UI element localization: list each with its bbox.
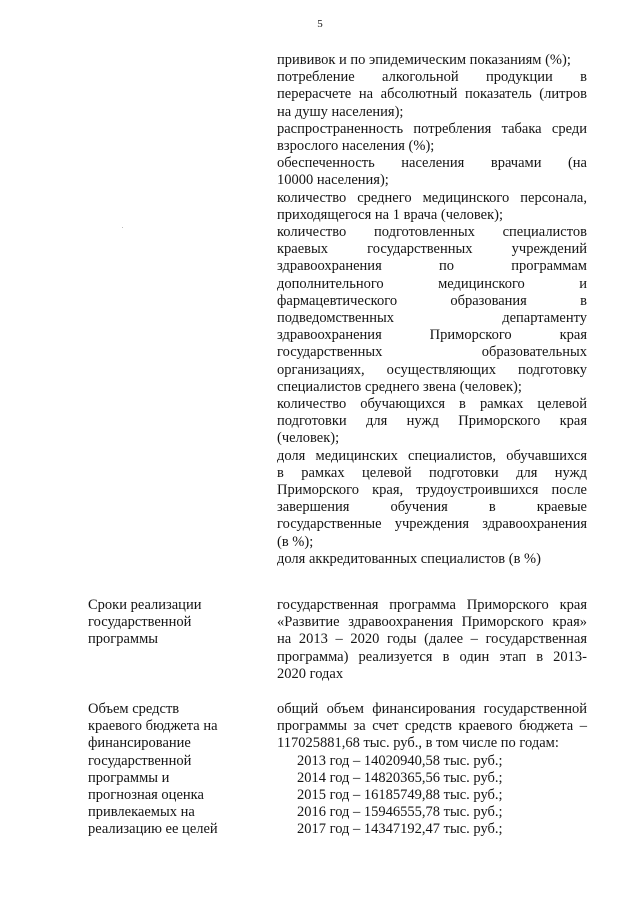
terms-value-line: на 2013 – 2020 годы (далее – государственная: [277, 631, 587, 648]
budget-year-line: 2015 год – 16185749,88 тыс. руб.;: [297, 787, 503, 804]
indicator-line: количество обучающихся в рамках целевой: [277, 396, 587, 413]
indicator-line: обеспеченность населения врачами (на: [277, 155, 587, 172]
terms-value-line: программа) реализуется в один этап в 2013-: [277, 648, 587, 665]
indicator-line: приходящегося на 1 врача (человек);: [277, 206, 504, 223]
indicator-line: фармацевтического образования в: [277, 292, 587, 309]
budget-intro-line: программы за счет средств краевого бюджета –: [277, 718, 587, 735]
budget-label-line: прогнозная оценка: [88, 787, 204, 804]
indicator-line: краевых государственных учреждений: [277, 241, 587, 258]
indicator-line: дополнительного медицинского и: [277, 275, 587, 292]
budget-intro-line: общий объем финансирования государственной: [277, 701, 587, 717]
indicator-line: здравоохранения Приморского края: [277, 327, 587, 344]
indicator-line: количество подготовленных специалистов: [277, 224, 587, 241]
indicator-line: количество среднего медицинского персонала,: [277, 189, 587, 206]
terms-label-line: государственной: [88, 614, 192, 631]
budget-label-line: реализацию ее целей: [88, 821, 218, 838]
budget-label-line: краевого бюджета на: [88, 718, 218, 735]
indicator-line: (человек);: [277, 430, 340, 447]
budget-value: [277, 701, 587, 839]
terms-label: [88, 597, 258, 649]
indicator-line: (в %);: [277, 533, 314, 550]
terms-label-line: Сроки реализации: [88, 597, 202, 613]
indicator-line: специалистов среднего звена (человек);: [277, 378, 522, 395]
budget-year-line: 2017 год – 14347192,47 тыс. руб.;: [297, 821, 503, 838]
indicator-line: распространенность потребления табака среди: [277, 120, 587, 137]
terms-value: [277, 597, 587, 683]
page-number: 5: [317, 18, 323, 30]
indicator-line: Приморского края, трудоустроившихся после: [277, 482, 587, 499]
terms-value-line: государственная программа Приморского края: [277, 597, 587, 613]
budget-year-line: 2016 год – 15946555,78 тыс. руб.;: [297, 804, 503, 821]
indicator-line: здравоохранения по программам: [277, 258, 587, 275]
budget-year-line: 2013 год – 14020940,58 тыс. руб.;: [297, 752, 503, 769]
terms-value-line: «Развитие здравоохранения Приморского края»: [277, 614, 587, 631]
indicator-line: организациях, осуществляющих подготовку: [277, 361, 587, 378]
budget-label-line: привлекаемых на: [88, 804, 195, 821]
budget-label: [88, 701, 258, 839]
budget-label-line: государственной: [88, 752, 192, 769]
budget-intro-line: 117025881,68 тыс. руб., в том числе по годам:: [277, 735, 559, 752]
indicator-line: прививок и по эпидемическим показаниям (%);: [277, 52, 571, 68]
indicator-line: государственные учреждения здравоохранения: [277, 516, 587, 533]
indicators-list: [277, 52, 587, 568]
indicator-line: подготовки для нужд Приморского края: [277, 413, 587, 430]
indicator-line: потребление алкогольной продукции в: [277, 69, 587, 86]
budget-label-line: Объем средств: [88, 701, 180, 717]
indicator-line: подведомственных департаменту: [277, 310, 587, 327]
indicator-line: взрослого населения (%);: [277, 138, 435, 155]
indicator-line: доля медицинских специалистов, обучавшихся: [277, 447, 587, 464]
budget-label-line: финансирование: [88, 735, 191, 752]
indicator-line: на душу населения);: [277, 103, 404, 120]
indicator-line: 10000 населения);: [277, 172, 389, 189]
indicator-line: в рамках целевой подготовки для нужд: [277, 464, 587, 481]
budget-year-line: 2014 год – 14820365,56 тыс. руб.;: [297, 769, 503, 786]
indicator-line: доля аккредитованных специалистов (в %): [277, 550, 541, 567]
indicator-line: перерасчете на абсолютный показатель (литров: [277, 86, 587, 103]
indicator-line: государственных образовательных: [277, 344, 587, 361]
budget-label-line: программы и: [88, 769, 170, 786]
indicator-line: завершения обучения в краевые: [277, 499, 587, 516]
scan-speck: [122, 227, 123, 228]
terms-value-line: 2020 годах: [277, 665, 344, 682]
terms-label-line: программы: [88, 631, 158, 648]
